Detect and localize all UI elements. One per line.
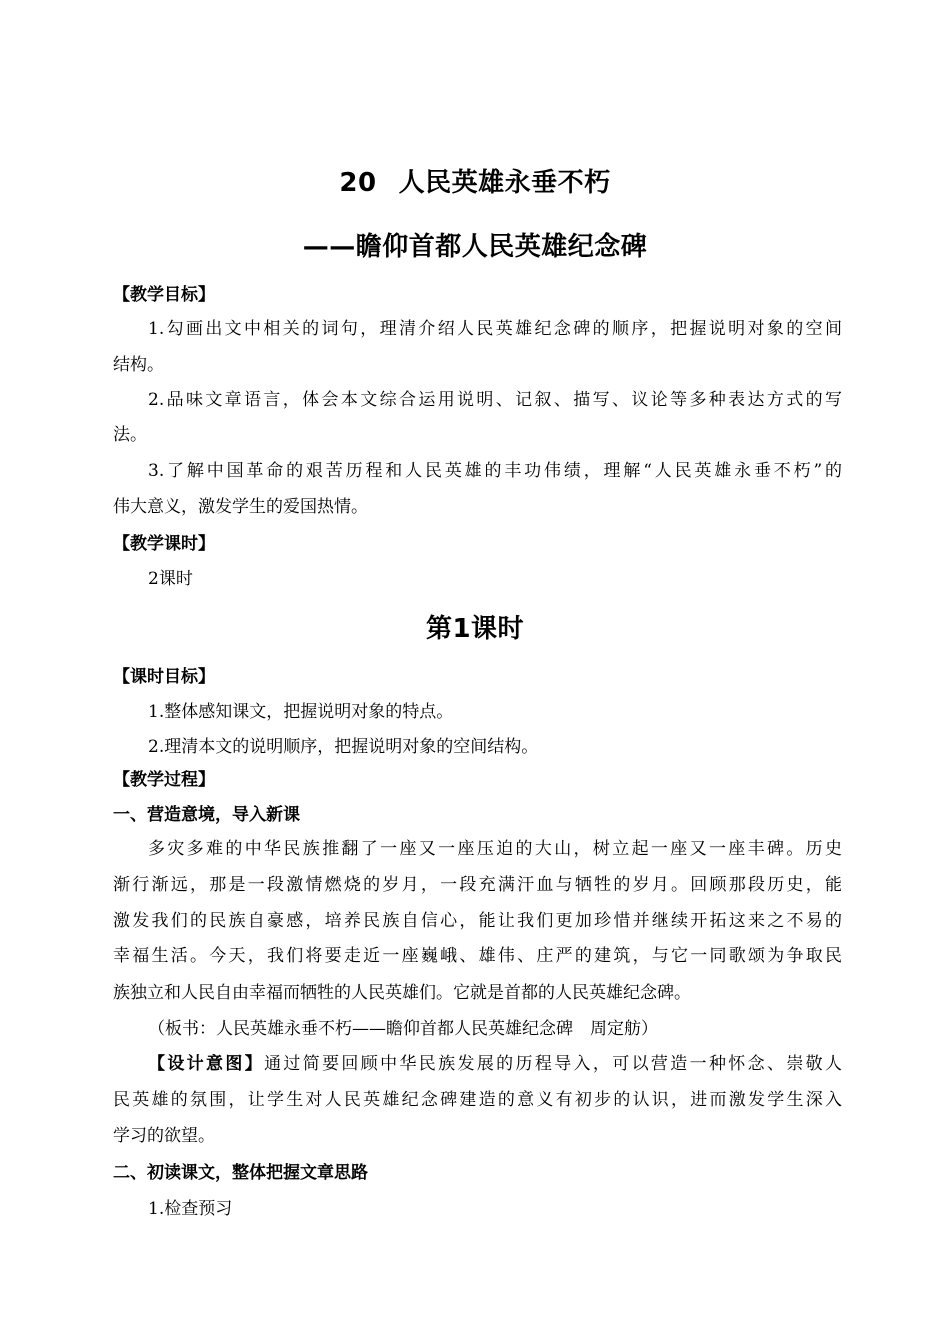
intro-paragraph-line-5: 族独立和人民自由幸福而牺牲的人民英雄们。它就是首都的人民英雄纪念碑。 [113,983,691,1003]
lesson-section-title: 第1课时 [425,614,525,644]
intro-paragraph-line-1: 多灾多难的中华民族推翻了一座又一座压迫的大山，树立起一座又一座丰碑。历史 [148,839,842,859]
goal-3-line-2: 伟大意义，激发学生的爱国热情。 [113,497,368,517]
lesson-number: 20 [339,168,377,198]
design-intent-label: 【设计意图】 [148,1054,265,1074]
lesson-goal-2: 2.理清本文的说明顺序，把握说明对象的空间结构。 [148,737,539,757]
lesson-goals-heading: 【课时目标】 [113,667,215,687]
board-note: （板书：人民英雄永垂不朽——瞻仰首都人民英雄纪念碑 周定舫） [148,1019,658,1039]
design-intent-line-1 [148,1053,842,1075]
goal-1-line-1: 1.勾画出文中相关的词句，理清介绍人民英雄纪念碑的顺序，把握说明对象的空间 [148,319,842,339]
intro-paragraph-line-2: 渐行渐远，那是一段激情燃烧的岁月，一段充满汗血与牺牲的岁月。回顾那段历史，能 [113,875,842,895]
lesson-goal-1: 1.整体感知课文，把握说明对象的特点。 [148,702,454,722]
design-intent-line-3: 学习的欲望。 [113,1126,215,1146]
check-preview-item: 1.检查预习 [148,1199,233,1219]
goal-2-line-1: 2.品味文章语言，体会本文综合运用说明、记叙、描写、议论等多种表达方式的写 [148,390,842,410]
intro-paragraph-line-4: 幸福生活。今天，我们将要走近一座巍峨、雄伟、庄严的建筑，与它一同歌颂为争取民 [113,946,842,966]
goal-2-line-2: 法。 [113,425,147,445]
teaching-hours-value: 2课时 [148,569,193,589]
teaching-hours-heading: 【教学课时】 [113,534,215,554]
goal-1-line-2: 结构。 [113,355,164,375]
design-intent-line-2: 民英雄的氛围，让学生对人民英雄纪念碑建造的意义有初步的认识，进而激发学生深入 [113,1090,842,1110]
intro-paragraph-line-3: 激发我们的民族自豪感，培养民族自信心，能让我们更加珍惜并继续开拓这来之不易的 [113,911,842,931]
page-subtitle: ——瞻仰首都人民英雄纪念碑 [302,232,648,262]
lesson-title-text: 人民英雄永垂不朽 [398,168,611,198]
step-2-heading: 二、初读课文，整体把握文章思路 [113,1163,368,1183]
teaching-goals-heading: 【教学目标】 [113,285,215,305]
design-intent-text: 通过简要回顾中华民族发展的历程导入，可以营造一种怀念、崇敬人 [264,1054,843,1074]
goal-3-line-1: 3.了解中国革命的艰苦历程和人民英雄的丰功伟绩，理解“人民英雄永垂不朽”的 [148,461,842,481]
step-1-heading: 一、营造意境，导入新课 [113,805,300,825]
page-title [0,162,950,199]
teaching-process-heading: 【教学过程】 [113,770,215,790]
